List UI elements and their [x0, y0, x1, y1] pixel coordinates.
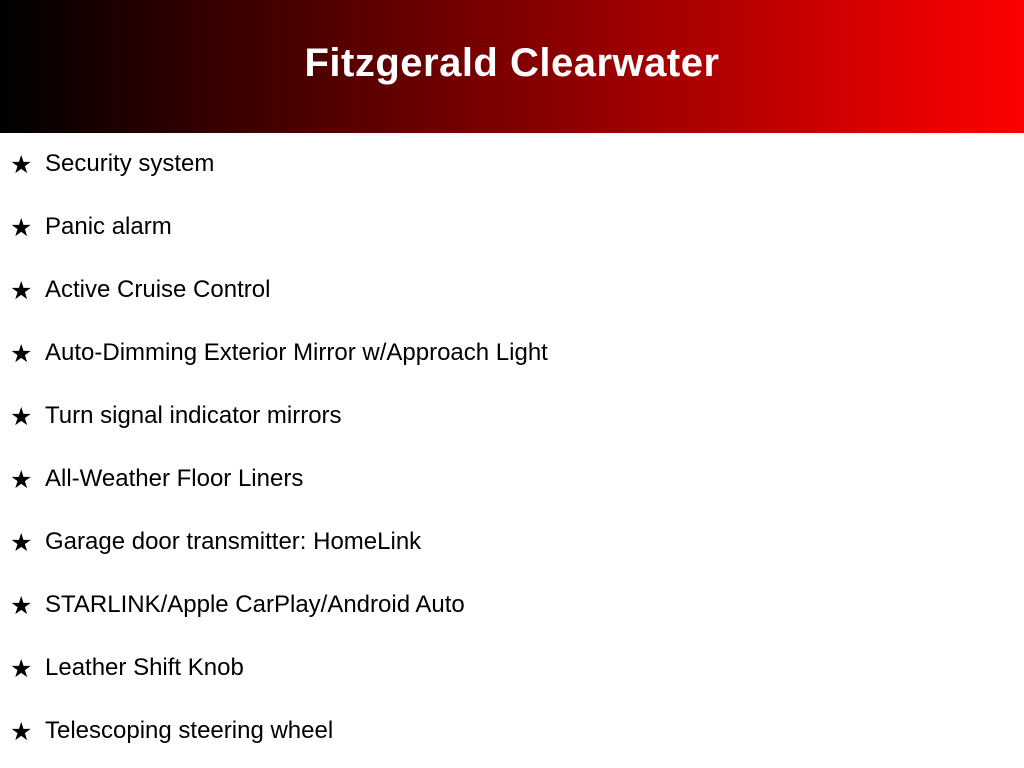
star-icon: ★ — [10, 717, 33, 746]
star-icon: ★ — [10, 402, 33, 431]
list-item — [0, 637, 1024, 700]
list-item — [0, 196, 1024, 259]
feature-label: Active Cruise Control — [45, 276, 271, 304]
list-item — [0, 448, 1024, 511]
star-icon: ★ — [10, 528, 33, 557]
feature-label: Garage door transmitter: HomeLink — [45, 528, 422, 556]
list-item — [0, 385, 1024, 448]
list-item — [0, 259, 1024, 322]
star-icon: ★ — [10, 654, 33, 683]
star-icon: ★ — [10, 339, 33, 368]
feature-label: STARLINK/Apple CarPlay/Android Auto — [45, 591, 465, 619]
star-icon: ★ — [10, 213, 33, 242]
page-title: Fitzgerald Clearwater — [304, 41, 720, 85]
feature-label: Telescoping steering wheel — [45, 717, 334, 745]
feature-label: Security system — [45, 150, 215, 178]
title-banner — [0, 0, 1024, 133]
feature-label: All-Weather Floor Liners — [45, 465, 304, 493]
feature-label: Leather Shift Knob — [45, 654, 244, 682]
feature-list — [0, 133, 1024, 763]
list-item — [0, 322, 1024, 385]
list-item — [0, 700, 1024, 763]
star-icon: ★ — [10, 465, 33, 494]
star-icon: ★ — [10, 276, 33, 305]
list-item — [0, 133, 1024, 196]
feature-label: Auto-Dimming Exterior Mirror w/Approach Light — [45, 339, 548, 367]
feature-label: Turn signal indicator mirrors — [45, 402, 342, 430]
list-item — [0, 574, 1024, 637]
feature-label: Panic alarm — [45, 213, 172, 241]
list-item — [0, 511, 1024, 574]
star-icon: ★ — [10, 150, 33, 179]
star-icon: ★ — [10, 591, 33, 620]
